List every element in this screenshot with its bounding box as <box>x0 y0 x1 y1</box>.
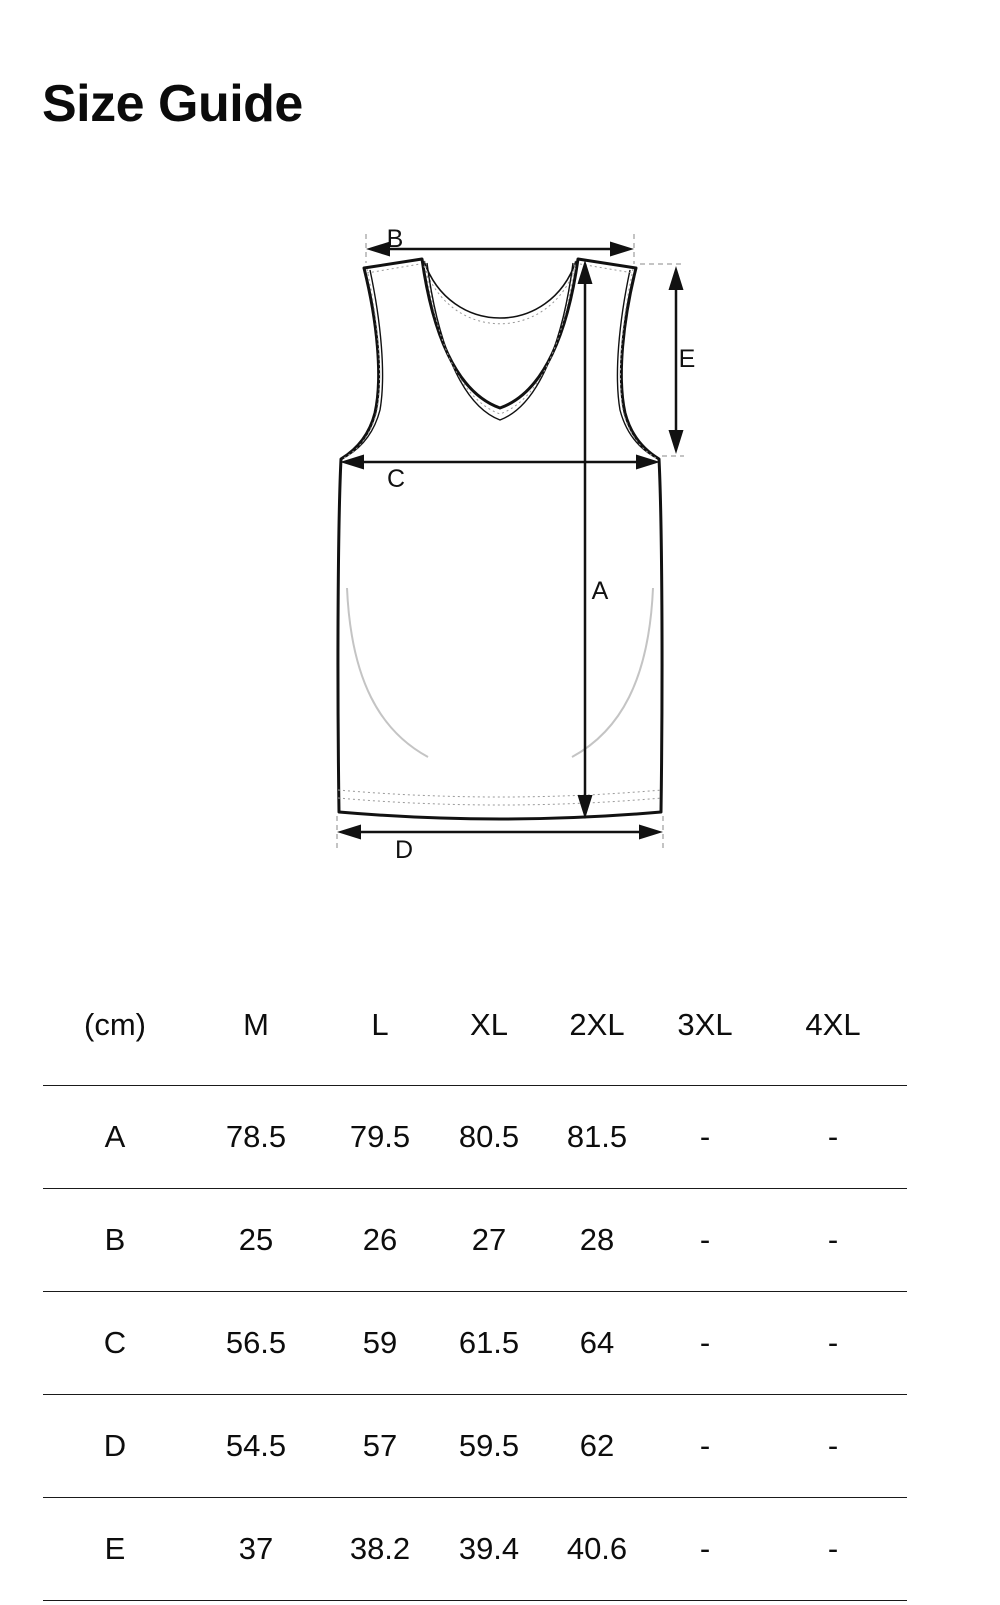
size-cell: 62 <box>543 1395 651 1498</box>
size-cell: - <box>651 1086 759 1189</box>
size-cell: - <box>759 1292 907 1395</box>
table-row-e <box>43 1498 907 1601</box>
back-neckline <box>424 261 576 318</box>
size-col-header-4xl: 4XL <box>759 965 907 1086</box>
garment-outline <box>338 259 662 819</box>
page-title: Size Guide <box>42 75 303 133</box>
measure-label-c: C <box>386 465 406 493</box>
size-cell: 38.2 <box>325 1498 435 1601</box>
size-table <box>43 965 907 1601</box>
table-row-a <box>43 1086 907 1189</box>
size-cell: 37 <box>187 1498 325 1601</box>
unit-header-cell: (cm) <box>43 965 187 1086</box>
size-cell: - <box>651 1292 759 1395</box>
size-cell: 80.5 <box>435 1086 543 1189</box>
size-col-header-m: M <box>187 965 325 1086</box>
size-col-header-2xl: 2XL <box>543 965 651 1086</box>
size-cell: 61.5 <box>435 1292 543 1395</box>
size-cell: - <box>759 1189 907 1292</box>
size-cell: 64 <box>543 1292 651 1395</box>
size-cell: 59 <box>325 1292 435 1395</box>
size-cell: 78.5 <box>187 1086 325 1189</box>
size-cell: 79.5 <box>325 1086 435 1189</box>
row-label: C <box>43 1292 187 1395</box>
measure-label-b: B <box>386 225 404 253</box>
row-label: E <box>43 1498 187 1601</box>
measure-label-d: D <box>394 836 414 864</box>
arrow-d <box>337 825 663 840</box>
size-cell: 57 <box>325 1395 435 1498</box>
size-cell: - <box>759 1395 907 1498</box>
size-cell: - <box>759 1498 907 1601</box>
measure-label-e: E <box>678 345 696 373</box>
size-table-header-row <box>43 965 907 1086</box>
row-label: B <box>43 1189 187 1292</box>
measure-label-a: A <box>591 577 609 605</box>
arrow-b <box>366 242 634 257</box>
row-label: D <box>43 1395 187 1498</box>
table-row-d <box>43 1395 907 1498</box>
size-cell: - <box>651 1189 759 1292</box>
size-cell: 26 <box>325 1189 435 1292</box>
size-cell: - <box>651 1395 759 1498</box>
size-cell: 28 <box>543 1189 651 1292</box>
size-cell: 39.4 <box>435 1498 543 1601</box>
table-row-c <box>43 1292 907 1395</box>
size-col-header-l: L <box>325 965 435 1086</box>
size-cell: 56.5 <box>187 1292 325 1395</box>
row-label: A <box>43 1086 187 1189</box>
size-col-header-3xl: 3XL <box>651 965 759 1086</box>
back-neckline-stitch <box>424 266 576 324</box>
size-col-header-xl: XL <box>435 965 543 1086</box>
size-cell: 54.5 <box>187 1395 325 1498</box>
size-cell: 59.5 <box>435 1395 543 1498</box>
size-cell: 27 <box>435 1189 543 1292</box>
table-row-b <box>43 1189 907 1292</box>
size-cell: - <box>651 1498 759 1601</box>
size-cell: - <box>759 1086 907 1189</box>
size-cell: 25 <box>187 1189 325 1292</box>
size-cell: 40.6 <box>543 1498 651 1601</box>
size-cell: 81.5 <box>543 1086 651 1189</box>
